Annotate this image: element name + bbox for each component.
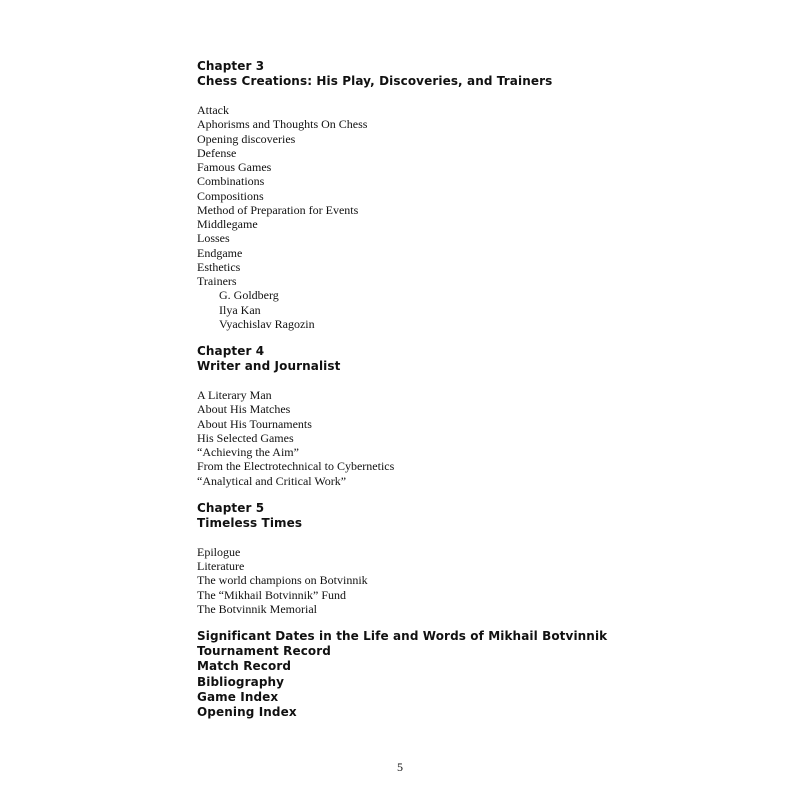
toc-item: From the Electrotechnical to Cybernetics	[197, 459, 395, 474]
table-of-contents	[197, 59, 757, 720]
chapter-title: Writer and Journalist	[197, 359, 341, 373]
chapter-title: Timeless Times	[197, 515, 303, 530]
toc-item: Combinations	[197, 174, 265, 189]
toc-item: Opening discoveries	[197, 131, 296, 146]
chapter-heading	[197, 501, 757, 531]
toc-item: About His Matches	[197, 402, 291, 417]
toc-subitem: Vyachislav Ragozin	[219, 316, 315, 331]
chapter-items	[197, 388, 757, 488]
toc-item: The world champions on Botvinnik	[197, 573, 368, 588]
toc-item: “Analytical and Critical Work”	[197, 473, 347, 488]
chapter-number: Chapter 5	[197, 500, 265, 515]
toc-item: Middlegame	[197, 217, 258, 231]
chapter-items	[197, 545, 757, 616]
page-number: 5	[397, 760, 403, 774]
chapter-heading	[197, 59, 757, 89]
toc-item: “Achieving the Aim”	[197, 445, 299, 459]
back-matter-item: Game Index	[197, 689, 279, 704]
toc-item: Compositions	[197, 188, 264, 203]
back-matter-item: Significant Dates in the Life and Words of Mikhail Botvinnik	[197, 629, 608, 643]
chapter-4-section	[197, 344, 757, 488]
back-matter-item: Opening Index	[197, 705, 297, 720]
back-matter-item: Bibliography	[197, 674, 285, 689]
toc-item: Endgame	[197, 245, 243, 260]
toc-subitem: Ilya Kan	[219, 302, 261, 317]
toc-item: Epilogue	[197, 544, 241, 559]
toc-item: Method of Preparation for Events	[197, 202, 359, 217]
toc-item: Losses	[197, 231, 230, 246]
chapter-heading	[197, 344, 757, 374]
toc-item: Famous Games	[197, 160, 272, 174]
chapter-number: Chapter 3	[197, 59, 265, 73]
chapter-number: Chapter 4	[197, 344, 265, 358]
chapter-items	[197, 103, 757, 331]
back-matter-item: Match Record	[197, 659, 292, 674]
toc-subitem: G. Goldberg	[219, 288, 279, 303]
toc-item: Defense	[197, 145, 237, 160]
toc-item: Esthetics	[197, 259, 241, 274]
toc-item: About His Tournaments	[197, 416, 312, 431]
toc-item: Literature	[197, 559, 245, 573]
toc-item: Aphorisms and Thoughts On Chess	[197, 117, 368, 132]
toc-item: His Selected Games	[197, 430, 294, 445]
toc-item: Trainers	[197, 274, 237, 288]
back-matter-list	[197, 629, 757, 720]
toc-item: A Literary Man	[197, 388, 272, 402]
chapter-3-section	[197, 59, 757, 331]
chapter-5-section	[197, 501, 757, 616]
back-matter-item: Tournament Record	[197, 644, 331, 659]
chapter-title: Chess Creations: His Play, Discoveries, and Trainers	[197, 74, 553, 88]
toc-item: Attack	[197, 103, 229, 117]
toc-item: The “Mikhail Botvinnik” Fund	[197, 587, 346, 602]
toc-item: The Botvinnik Memorial	[197, 601, 317, 616]
